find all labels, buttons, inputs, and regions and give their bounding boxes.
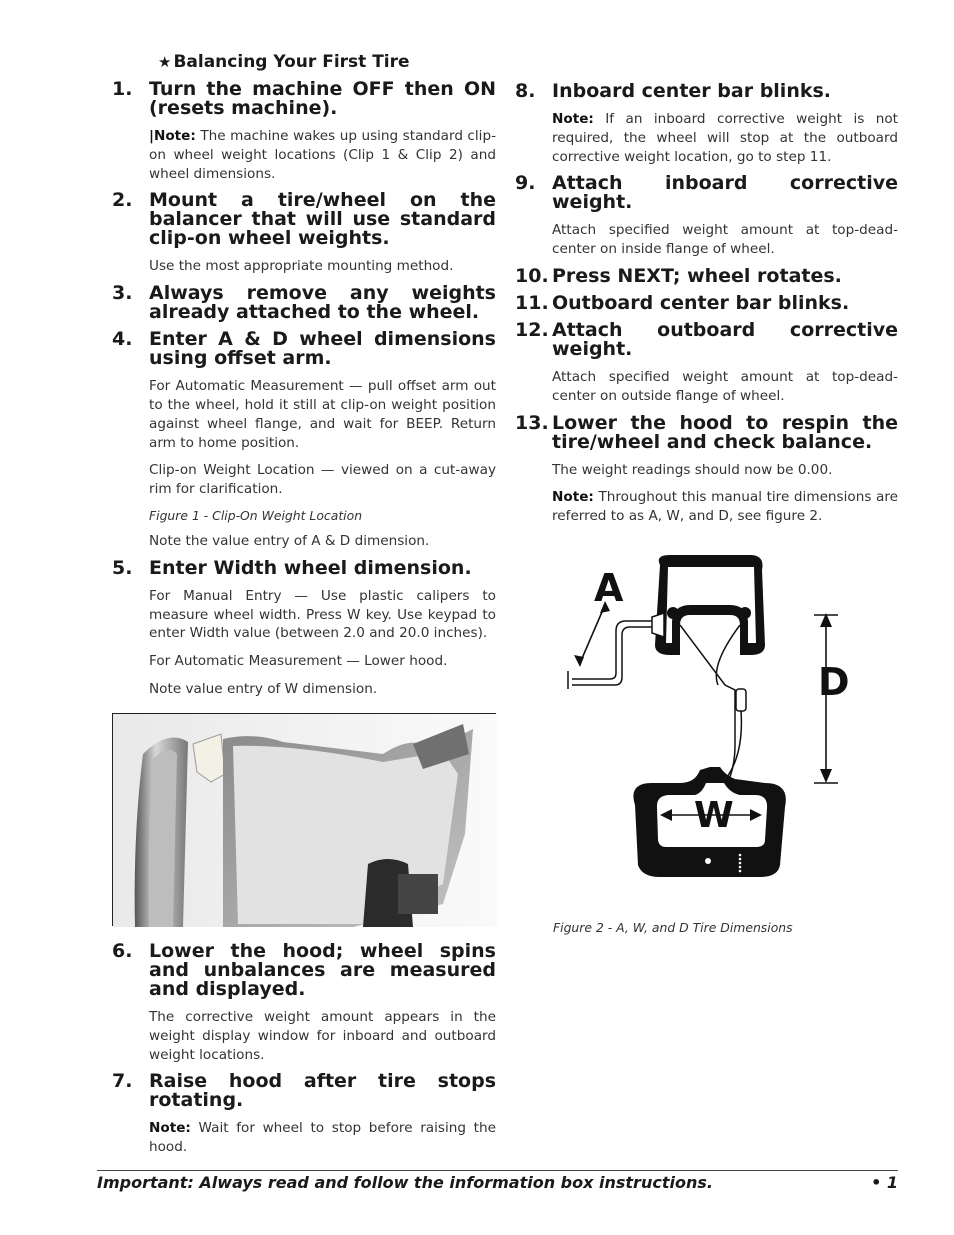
- step-heading: Raise hood after tire stops rotating.: [149, 1070, 496, 1112]
- step-6: 6. Lower the hood; wheel spins and unbalances are measured and displayed.: [112, 940, 496, 1000]
- step-body: Use the most appropriate mounting method.: [149, 258, 454, 275]
- step-note: |Note: The machine wakes up using standard clip-on wheel weight locations (Clip 1 & Clip 2) and wheel dimensions.: [149, 128, 496, 182]
- step-heading: Press NEXT; wheel rotates.: [552, 264, 842, 287]
- page-number: • 1: [871, 1173, 898, 1192]
- section-title: ★ Balancing Your First Tire: [158, 52, 410, 72]
- step-9: 9. Attach inboard corrective weight.: [515, 172, 898, 214]
- figure-1-rim-photo: [112, 713, 496, 926]
- step-5: 5. Enter Width wheel dimension.: [112, 559, 496, 578]
- figure-2-caption: Figure 2 - A, W, and D Tire Dimensions: [553, 920, 793, 935]
- figure-1-caption: Figure 1 - Clip-On Weight Location: [149, 507, 363, 523]
- step-body: For Automatic Measurement — pull offset arm out to the wheel, hold it still at clip-on weight position against wheel flange, and wait for BEEP. Return arm to home position.: [149, 378, 496, 451]
- step-4: 4. Enter A & D wheel dimensions using offset arm.: [112, 328, 496, 370]
- step-body: The corrective weight amount appears in the weight display window for inboard and outboard weight locations.: [149, 1009, 496, 1063]
- step-body: Note value entry of W dimension.: [149, 680, 378, 697]
- tire-dimension-diagram: [560, 555, 850, 905]
- step-2: 2. Mount a tire/wheel on the balancer that will use standard clip-on wheel weights.: [112, 189, 496, 250]
- step-13: 13. Lower the hood to respin the tire/wheel and check balance.: [515, 411, 898, 453]
- step-heading: Attach outboard corrective weight.: [552, 318, 898, 360]
- step-heading: Mount a tire/wheel on the balancer that will use standard clip-on wheel weights.: [149, 189, 496, 250]
- step-heading: Enter Width wheel dimension.: [149, 556, 472, 579]
- footer-divider: [97, 1170, 898, 1171]
- step-heading: Enter A & D wheel dimensions using offset arm.: [149, 328, 496, 370]
- label-d: D: [818, 660, 850, 704]
- step-11: 11. Outboard center bar blinks.: [515, 294, 898, 313]
- step-10: 10. Press NEXT; wheel rotates.: [515, 267, 898, 286]
- step-note: Note: Throughout this manual tire dimensions are referred to as A, W, and D, see figure 2.: [552, 489, 898, 525]
- step-body: Attach specified weight amount at top-dead-center on inside flange of wheel.: [552, 222, 898, 258]
- step-body: Note the value entry of A & D dimension.: [149, 532, 430, 549]
- step-heading: Inboard center bar blinks.: [552, 80, 832, 102]
- label-a: A: [594, 566, 624, 610]
- step-body: Clip-on Weight Location — viewed on a cut-away rim for clarification.: [149, 462, 496, 498]
- step-1: 1. Turn the machine OFF then ON (resets machine).: [112, 78, 496, 119]
- right-column: [515, 82, 898, 526]
- step-note: Note: Wait for wheel to stop before raising the hood.: [149, 1120, 496, 1156]
- left-column-lower: [112, 942, 496, 1157]
- step-7: 7. Raise hood after tire stops rotating.: [112, 1070, 496, 1112]
- step-12: 12. Attach outboard corrective weight.: [515, 318, 898, 360]
- step-heading: Attach inboard corrective weight.: [552, 172, 898, 214]
- footer-note: Important: Always read and follow the information box instructions.: [97, 1173, 713, 1192]
- left-column: [112, 52, 496, 699]
- step-heading: Outboard center bar blinks.: [552, 291, 850, 314]
- step-heading: Always remove any weights already attached to the wheel.: [149, 282, 496, 324]
- step-body: The weight readings should now be 0.00.: [552, 461, 833, 478]
- step-body: Attach specified weight amount at top-dead-center on outside flange of wheel.: [552, 368, 898, 404]
- rim-cutaway-illustration: [113, 714, 497, 927]
- figure-2-tire-dimensions: [560, 555, 850, 905]
- step-body: For Manual Entry — Use plastic calipers to measure wheel width. Press W key. Use keypad to enter Width value (between 2.0 and 20.0 inches).: [149, 587, 496, 642]
- step-note: Note: If an inboard corrective weight is not required, the wheel will stop at the outboard corrective weight location, go to step 11.: [552, 111, 898, 165]
- page-footer: [97, 1173, 898, 1192]
- step-8: 8. Inboard center bar blinks.: [515, 82, 898, 101]
- step-heading: Lower the hood to respin the tire/wheel and check balance.: [552, 411, 898, 453]
- label-w: W: [694, 795, 734, 836]
- step-3: 3. Always remove any weights already attached to the wheel.: [112, 282, 496, 324]
- step-heading: Lower the hood; wheel spins and unbalances are measured and displayed.: [149, 940, 496, 1000]
- step-heading: Turn the machine OFF then ON (resets machine).: [149, 78, 496, 119]
- step-body: For Automatic Measurement — Lower hood.: [149, 653, 448, 670]
- star-icon: ★: [158, 53, 172, 71]
